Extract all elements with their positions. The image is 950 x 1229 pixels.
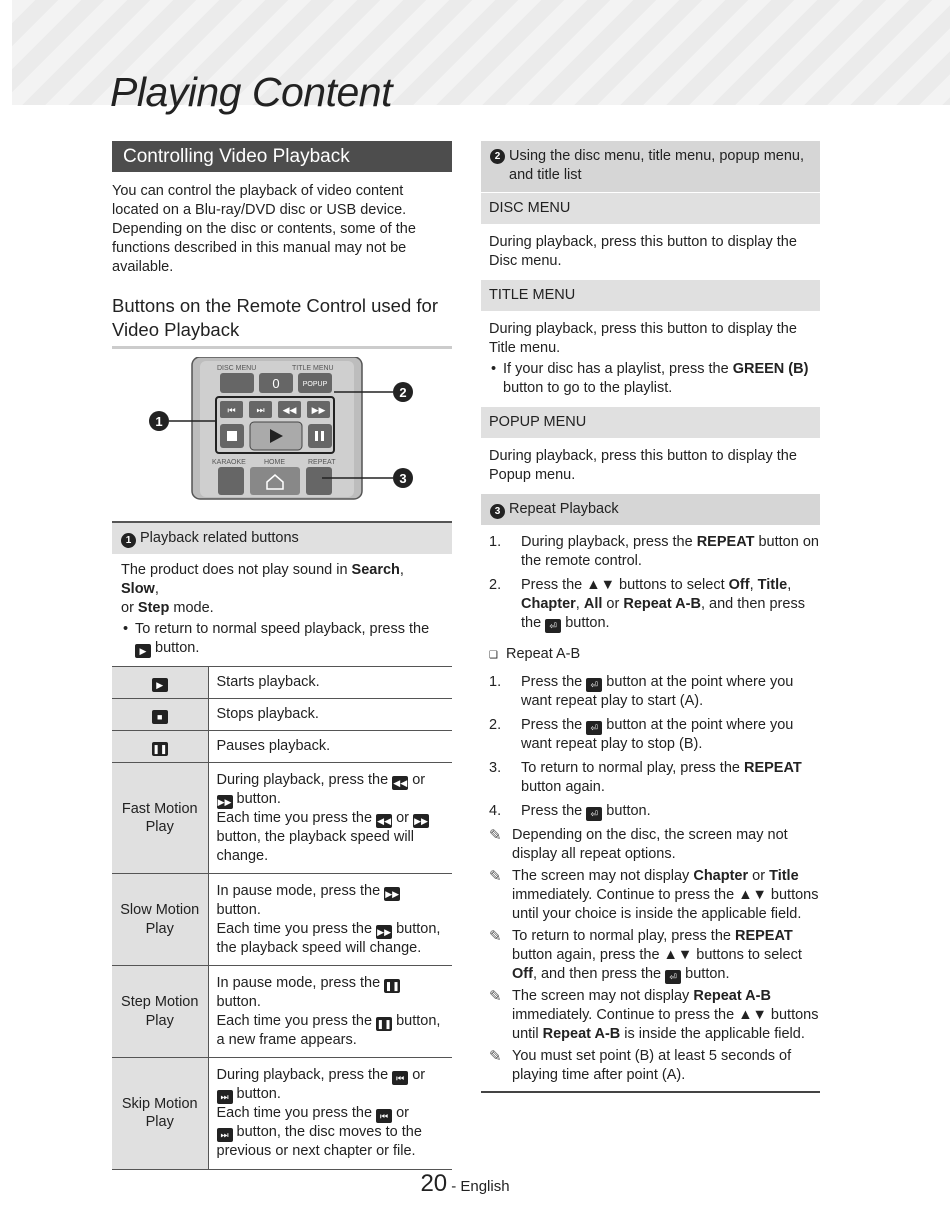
enter-icon: ⏎ bbox=[586, 721, 602, 735]
table-row: ❚❚ Pauses playback. bbox=[112, 731, 452, 763]
repeat-ab-steps bbox=[481, 673, 820, 821]
rewind-icon: ◀◀ bbox=[377, 816, 391, 826]
left-column bbox=[112, 141, 452, 1170]
pencil-icon: ✎ bbox=[489, 868, 502, 885]
remote-label-home: HOME bbox=[264, 459, 285, 466]
popup-label: POPUP bbox=[302, 381, 328, 388]
number-2-icon: 2 bbox=[490, 149, 505, 164]
disc-menu-heading: DISC MENU bbox=[481, 193, 820, 224]
table-row: Slow Motion Play In pause mode, press the ▶▶ button. Each time you press the ▶▶ button, the playback speed will change. bbox=[112, 874, 452, 966]
note-item: ✎ To return to normal play, press the REPEAT button again, press the ▲▼ buttons to select Off, and then press the ⏎ button. bbox=[489, 928, 802, 982]
zero-label: 0 bbox=[272, 376, 280, 391]
stop-icon bbox=[227, 431, 237, 441]
skip-forward-icon: ⏭ bbox=[256, 405, 265, 415]
number-1-icon: 1 bbox=[121, 533, 136, 548]
rewind-icon: ◀◀ bbox=[393, 778, 408, 788]
remote-control-svg bbox=[112, 357, 452, 507]
note-item: ✎ Depending on the disc, the screen may not display all repeat options. bbox=[489, 827, 788, 862]
table-row: Step Motion Play In pause mode, press the ❚❚ button. Each time you press the ❚❚ button, a new frame appears. bbox=[112, 966, 452, 1058]
menu-box-header bbox=[481, 141, 820, 192]
list-item: 2. Press the ▲▼ buttons to select Off, Title, Chapter, All or Repeat A-B, and then press the ⏎ button. bbox=[489, 577, 805, 631]
title-menu-bullet: • If your disc has a playlist, press the GREEN (B) button to go to the playlist. bbox=[489, 360, 812, 398]
pause-icon: ❚❚ bbox=[384, 981, 400, 991]
pencil-icon: ✎ bbox=[489, 988, 502, 1005]
skip-forward-icon: ⏭ bbox=[217, 1090, 233, 1104]
list-item: 2. Press the ⏎ button at the point where you want repeat play to stop (B). bbox=[489, 717, 794, 752]
remote-label-karaoke: KARAOKE bbox=[212, 459, 246, 466]
karaoke-button[interactable] bbox=[218, 467, 244, 495]
pencil-icon: ✎ bbox=[489, 928, 502, 945]
table-row: Fast Motion Play During playback, press the ◀◀ or ▶▶ button. Each time you press the ◀◀ or ▶▶ button, the playback speed will change. bbox=[112, 763, 452, 874]
playback-note: The product does not play sound in Search, Slow, or Step mode. bbox=[121, 562, 404, 616]
skip-back-icon: ⏮ bbox=[392, 1071, 408, 1085]
intro-paragraph: You can control the playback of video content located on a Blu-ray/DVD disc or USB device. Depending on the disc or contents, some of the functions described in this manual may not be available. bbox=[112, 183, 416, 275]
rewind-icon: ◀◀ bbox=[282, 405, 297, 415]
remote-label-repeat: REPEAT bbox=[308, 459, 336, 466]
remote-control-illustration bbox=[112, 357, 452, 507]
skip-back-icon: ⏮ bbox=[376, 1109, 392, 1123]
enter-icon: ⏎ bbox=[586, 807, 602, 821]
note-item: ✎ The screen may not display Repeat A-B immediately. Continue to press the ▲▼ buttons until Repeat A-B is inside the applicable field. bbox=[489, 988, 819, 1042]
popup-menu-heading: POPUP MENU bbox=[481, 407, 820, 438]
playback-box-title: Playback related buttons bbox=[140, 530, 299, 546]
menu-box-title: Using the disc menu, title menu, popup menu, and title list bbox=[509, 148, 804, 183]
remote-label-disc-menu: DISC MENU bbox=[217, 365, 257, 372]
fast-forward-icon: ▶▶ bbox=[414, 816, 428, 826]
note-item: ✎ The screen may not display Chapter or Title immediately. Continue to press the ▲▼ buttons until your choice is inside the applicable field. bbox=[489, 868, 819, 922]
play-icon: ▶ bbox=[152, 678, 168, 692]
repeat-button[interactable] bbox=[306, 467, 332, 495]
skip-back-icon: ⏮ bbox=[227, 405, 236, 415]
page-language: - English bbox=[451, 1178, 510, 1195]
list-item: 1. Press the ⏎ button at the point where you want repeat play to start (A). bbox=[489, 674, 794, 709]
title-menu-body: During playback, press this button to display the Title menu. • If your disc has a playlist, press the GREEN (B) button to go to the playlist. bbox=[481, 311, 820, 407]
popup-menu-text: During playback, press this button to display the Popup menu. bbox=[489, 448, 797, 483]
table-row: ▶ Starts playback. bbox=[112, 667, 452, 699]
checkbox-icon: ❑ bbox=[489, 650, 498, 661]
home-button[interactable] bbox=[250, 467, 300, 495]
pause-icon bbox=[315, 431, 318, 441]
play-icon: ▶ bbox=[135, 644, 151, 658]
repeat-box-title: Repeat Playback bbox=[509, 501, 619, 517]
disc-menu-button[interactable] bbox=[220, 373, 254, 393]
repeat-box-header bbox=[481, 494, 820, 525]
right-column bbox=[481, 141, 820, 1093]
pause-icon: ❚❚ bbox=[152, 744, 168, 754]
title-menu-heading: TITLE MENU bbox=[481, 280, 820, 311]
skip-forward-icon: ⏭ bbox=[217, 1128, 233, 1142]
fast-forward-icon: ▶▶ bbox=[311, 405, 326, 415]
playback-bullet: • To return to normal speed playback, press the ▶ button. bbox=[121, 620, 443, 658]
enter-icon: ⏎ bbox=[665, 970, 681, 984]
enter-icon: ⏎ bbox=[545, 619, 561, 633]
number-3-icon: 3 bbox=[490, 504, 505, 519]
enter-icon: ⏎ bbox=[586, 678, 602, 692]
callout-2-label: 2 bbox=[399, 385, 407, 400]
remote-label-title-menu: TITLE MENU bbox=[292, 365, 334, 372]
playback-box-header bbox=[112, 523, 452, 554]
pencil-icon: ✎ bbox=[489, 1048, 502, 1065]
stop-icon: ■ bbox=[152, 710, 168, 724]
callout-1-label: 1 bbox=[155, 414, 163, 429]
table-row: Skip Motion Play During playback, press the ⏮ or ⏭ button. Each time you press the ⏮ or ⏭ button, the disc moves to the previous or next chapter or file. bbox=[112, 1058, 452, 1170]
remote-subheading: Buttons on the Remote Control used for Video Playback bbox=[112, 294, 452, 349]
pause-button[interactable] bbox=[308, 424, 332, 448]
note-item: ✎ You must set point (B) at least 5 seconds of playing time after point (A). bbox=[489, 1048, 792, 1083]
list-item: 3. To return to normal play, press the REPEAT button again. bbox=[489, 760, 802, 795]
list-item: 1. During playback, press the REPEAT button on the remote control. bbox=[489, 534, 819, 569]
callout-3-label: 3 bbox=[399, 471, 407, 486]
notes bbox=[481, 826, 820, 1085]
playback-box bbox=[112, 521, 452, 658]
playback-table bbox=[112, 666, 452, 1170]
fast-forward-icon: ▶▶ bbox=[385, 889, 400, 899]
section-title: Controlling Video Playback bbox=[112, 141, 452, 172]
list-item: 4. Press the ⏎ button. bbox=[489, 803, 651, 819]
page-title: Playing Content bbox=[110, 69, 392, 115]
fast-forward-icon: ▶▶ bbox=[377, 926, 391, 937]
table-row: ■ Stops playback. bbox=[112, 699, 452, 731]
pause-icon: ❚❚ bbox=[376, 1018, 392, 1029]
pencil-icon: ✎ bbox=[489, 827, 502, 844]
fast-forward-icon: ▶▶ bbox=[217, 797, 232, 807]
column-end-rule bbox=[481, 1091, 820, 1093]
page-footer bbox=[0, 1170, 930, 1197]
repeat-steps bbox=[481, 533, 820, 633]
disc-menu-text: During playback, press this button to display the Disc menu. bbox=[489, 234, 797, 269]
repeat-ab-heading: ❑ Repeat A-B bbox=[489, 646, 581, 662]
page-number: 20 bbox=[420, 1170, 448, 1197]
